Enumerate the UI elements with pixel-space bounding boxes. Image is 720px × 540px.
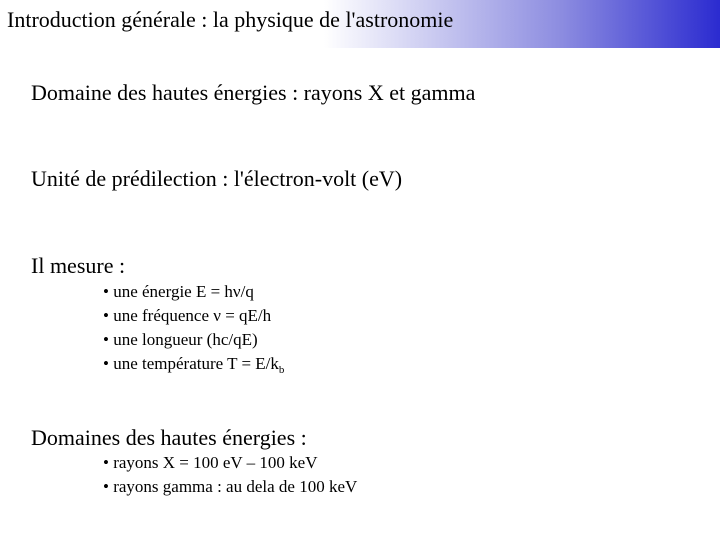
list-item-temperature xyxy=(103,352,284,382)
list-item-length xyxy=(103,328,284,352)
list-item-text: une température T = E/k xyxy=(113,354,279,373)
list-item-text: une longueur (hc/qE) xyxy=(113,330,258,349)
slide-title: Introduction générale : la physique de l'astronomie xyxy=(7,7,454,32)
heading-preferred-unit: Unité de prédilection : l'électron-volt (eV) xyxy=(31,166,403,191)
list-item-text: rayons gamma : au dela de 100 keV xyxy=(113,477,358,496)
list-item-text: rayons X = 100 eV – 100 keV xyxy=(113,453,318,472)
list-item-gamma xyxy=(103,475,357,499)
domains-list xyxy=(103,451,357,499)
heading-high-energy-domain: Domaine des hautes énergies : rayons X et gamma xyxy=(31,80,476,105)
measure-list xyxy=(103,280,284,382)
title-bar xyxy=(0,0,720,48)
list-item-energy xyxy=(103,280,284,304)
heading-it-measures: Il mesure : xyxy=(31,253,126,278)
list-item-text: une énergie E = hν/q xyxy=(113,282,254,301)
list-item-frequency xyxy=(103,304,284,328)
heading-high-energy-domains: Domaines des hautes énergies : xyxy=(31,425,307,450)
boltzmann-subscript: b xyxy=(278,364,285,376)
list-item-xrays xyxy=(103,451,357,475)
list-item-text: une fréquence ν = qE/h xyxy=(113,306,272,325)
